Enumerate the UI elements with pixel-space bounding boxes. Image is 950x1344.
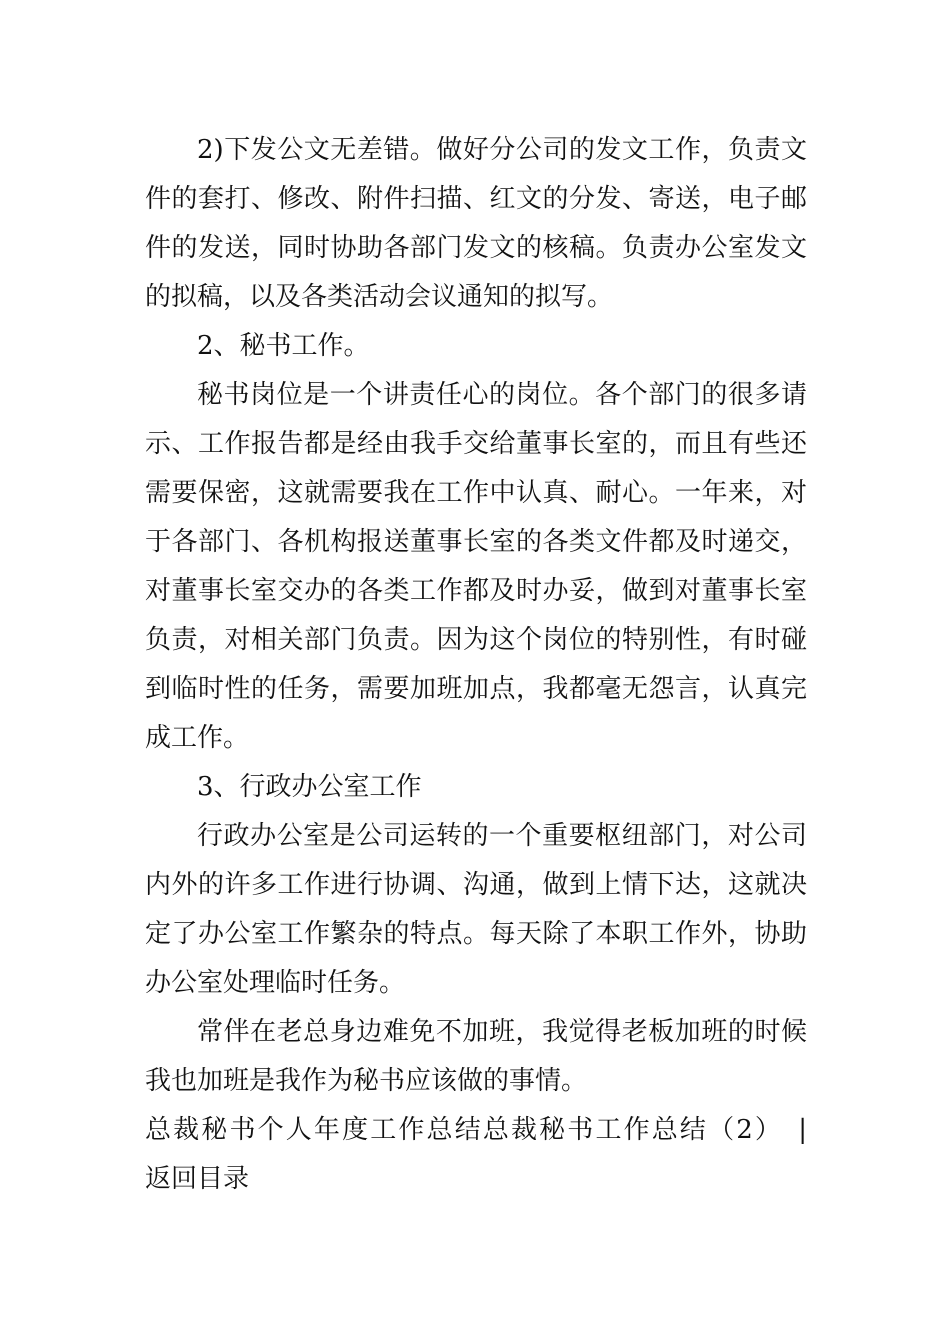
document-page (145, 126, 834, 1204)
paragraph-outgoing-documents: 2)下发公文无差错。做好分公司的发文工作，负责文件的套打、修改、附件扫描、红文的分发、寄送，电子邮件的发送，同时协助各部门发文的核稿。负责办公室发文的拟稿，以及各类活动会议通知的拟写。 (145, 135, 807, 312)
paragraph-secretary-work: 秘书岗位是一个讲责任心的岗位。各个部门的很多请示、工作报告都是经由我手交给董事长室的，而且有些还需要保密，这就需要我在工作中认真、耐心。一年来，对于各部门、各机构报送董事长室的各类文件都及时递交，对董事长室交办的各类工作都及时办妥，做到对董事长室负责，对相关部门负责。因为这个岗位的特别性，有时碰到临时性的任务，需要加班加点，我都毫无怨言，认真完成工作。 (145, 380, 807, 753)
paragraph-overtime: 常伴在老总身边难免不加班，我觉得老板加班的时候我也加班是我作为秘书应该做的事情。 (145, 1017, 807, 1096)
heading-admin-office-work: 3、行政办公室工作 (197, 772, 422, 802)
paragraph-admin-office-work: 行政办公室是公司运转的一个重要枢纽部门，对公司内外的许多工作进行协调、沟通，做到上情下达，这就决定了办公室工作繁杂的特点。每天除了本职工作外，协助办公室处理临时任务。 (145, 821, 807, 998)
footer-return-link[interactable]: 总裁秘书个人年度工作总结总裁秘书工作总结（2） | 返回目录 (145, 1115, 834, 1194)
heading-secretary-work: 2、秘书工作。 (197, 331, 370, 361)
